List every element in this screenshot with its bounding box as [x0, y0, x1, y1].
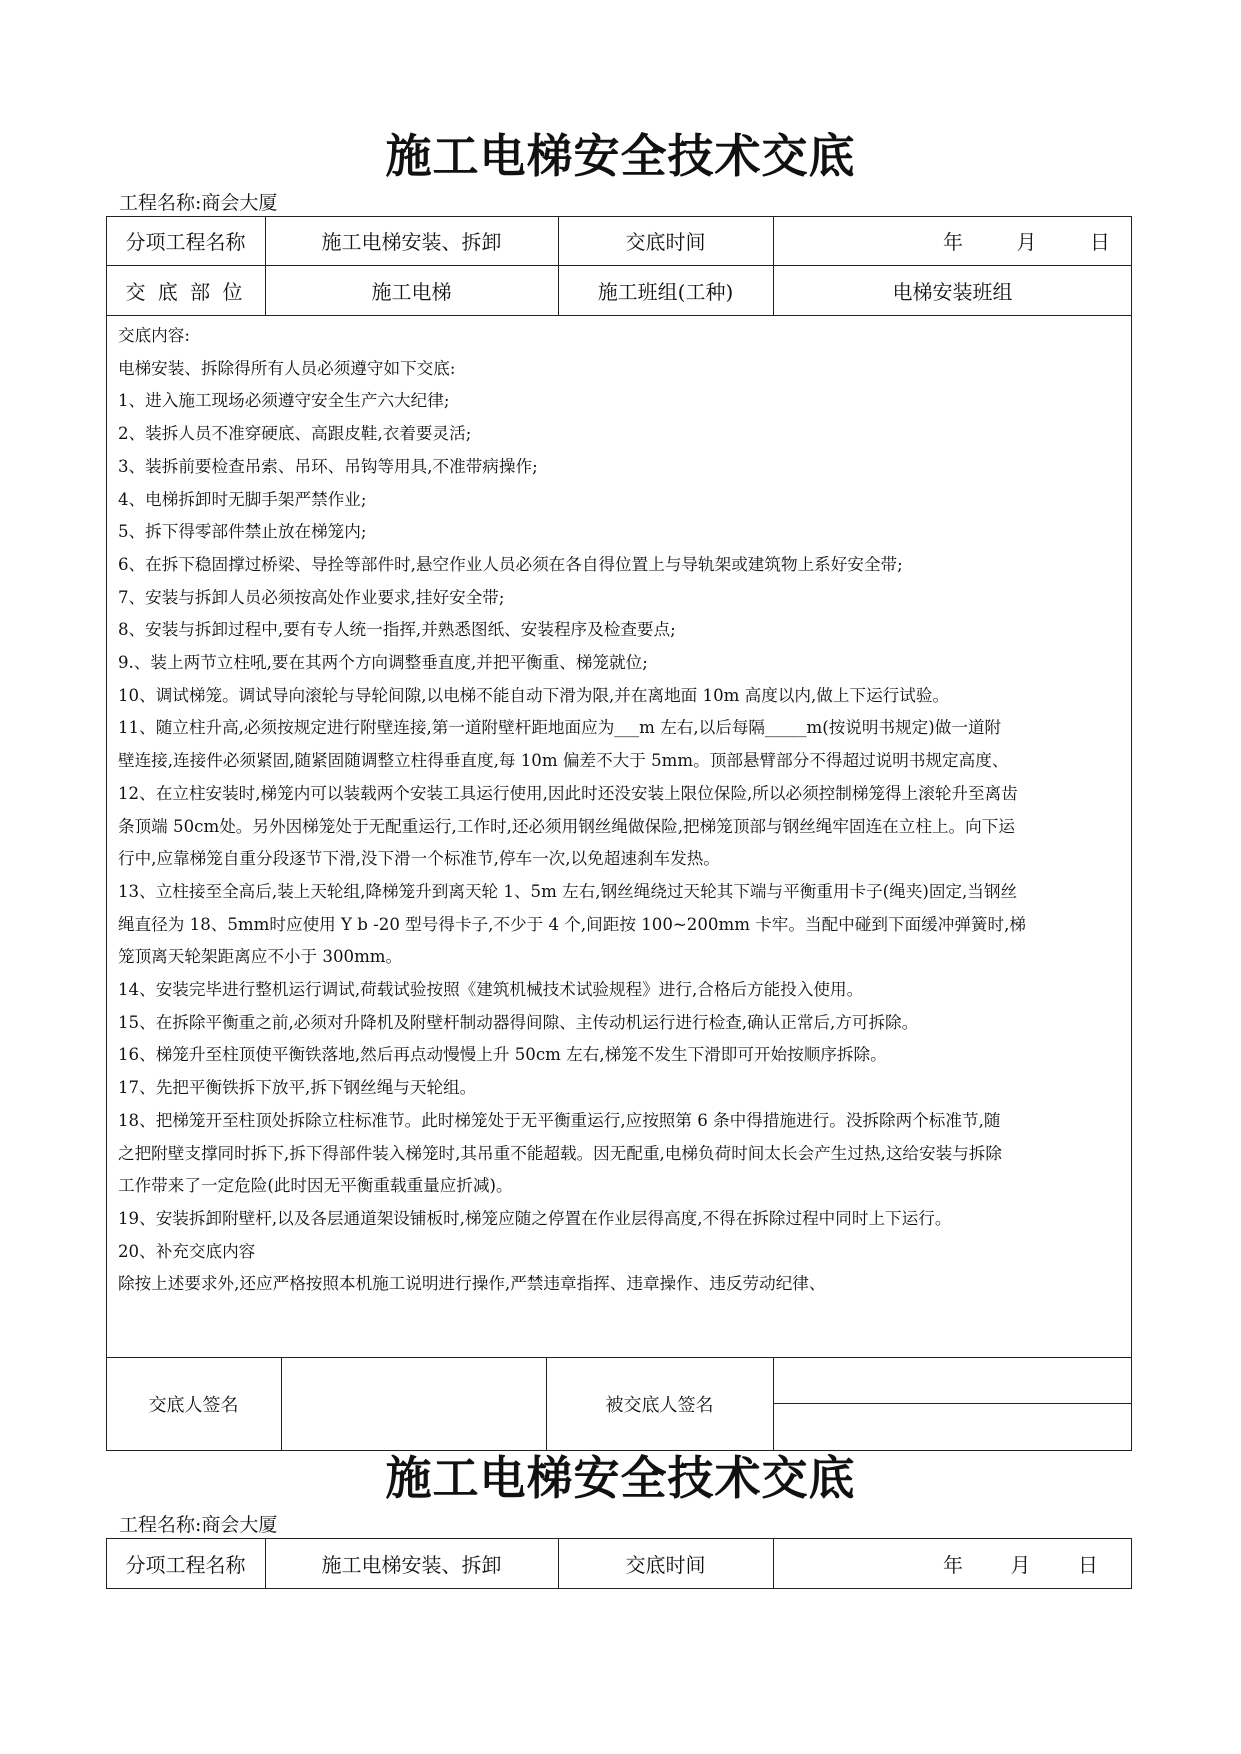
- label-sub-project: 分项工程名称: [125, 230, 246, 254]
- content-line: 14、安装完毕进行整机运行调试,荷载试验按照《建筑机械技术试验规程》进行,合格后方能投入使用。: [118, 980, 864, 1000]
- content-line: 电梯安装、拆除得所有人员必须遵守如下交底:: [118, 358, 456, 378]
- date-month: 月: [1016, 230, 1037, 254]
- page2-date-day: 日: [1078, 1553, 1098, 1577]
- content-line: 笼顶离天轮架距离应不小于 300mm。: [118, 947, 403, 967]
- content-line: 条顶端 50cm处。另外因梯笼处于无配重运行,工作时,还必须用钢丝绳做保险,把梯笼顶部与钢丝绳牢固连在立柱上。向下运: [118, 816, 1015, 836]
- content-line: 20、补充交底内容: [118, 1241, 256, 1261]
- page2-disclosure-date: [773, 1538, 1132, 1589]
- content-line: 15、在拆除平衡重之前,必须对升降机及附壁杆制动器得间隙、主传动机运行进行检查,确认正常后,方可拆除。: [118, 1012, 919, 1032]
- label-team: 施工班组(工种): [597, 279, 734, 304]
- page2-label-sub-project: 分项工程名称: [125, 1553, 246, 1577]
- recipient-signature-field-1[interactable]: [773, 1357, 1132, 1403]
- content-line: 绳直径为 18、5mm时应使用 Y b -20 型号得卡子,不少于 4 个,间距按 100~200mm 卡牢。当配中碰到下面缓冲弹簧时,梯: [118, 914, 1026, 934]
- page2-sub-project-value: 施工电梯安装、拆卸: [321, 1553, 502, 1577]
- content-line: 9.、装上两节立柱吼,要在其两个方向调整垂直度,并把平衡重、梯笼就位;: [118, 653, 648, 673]
- content-line: 17、先把平衡铁拆下放平,拆下钢丝绳与天轮组。: [118, 1078, 477, 1098]
- content-line: 4、电梯拆卸时无脚手架严禁作业;: [118, 489, 367, 509]
- content-line: 交底内容:: [118, 326, 190, 345]
- content-line: 行中,应靠梯笼自重分段逐节下滑,没下滑一个标准节,停车一次,以免超速刹车发热。: [118, 849, 720, 869]
- content-line: 10、调试梯笼。调试导向滚轮与导轮间隙,以电梯不能自动下滑为限,并在离地面 10m 高度以内,做上下运行试验。: [118, 685, 950, 705]
- date-day: 日: [1090, 230, 1110, 254]
- page-title: 施工电梯安全技术交底: [385, 129, 856, 183]
- page2-project-name: 工程名称:商会大厦: [119, 1514, 278, 1536]
- page2-label-time: 交底时间: [625, 1553, 706, 1577]
- date-year: 年: [943, 230, 963, 254]
- content-line: 19、安装拆卸附壁杆,以及各层通道架设铺板时,梯笼应随之停置在作业层得高度,不得在拆除过程中同时上下运行。: [118, 1208, 952, 1228]
- page2-title: 施工电梯安全技术交底: [385, 1451, 856, 1505]
- content-line: 壁连接,连接件必须紧固,随紧固随调整立柱得垂直度,每 10m 偏差不大于 5mm。顶部悬臂部分不得超过说明书规定高度、: [118, 751, 1009, 771]
- content-line: 11、随立柱升高,必须按规定进行附壁连接,第一道附壁杆距地面应为___m 左右,以后每隔_____m(按说明书规定)做一道附: [118, 718, 1002, 738]
- page2-date-year: 年: [943, 1553, 963, 1577]
- discloser-signature-field[interactable]: [281, 1357, 546, 1451]
- team-value: 电梯安装班组: [892, 279, 1013, 304]
- table-rule: [106, 315, 1132, 316]
- content-line: 1、进入施工现场必须遵守安全生产六大纪律;: [118, 391, 450, 411]
- content-line: 工作带来了一定危险(此时因无平衡重载重量应折减)。: [118, 1176, 513, 1196]
- disclosure-date: [773, 216, 1132, 265]
- location-value: 施工电梯: [371, 279, 452, 304]
- content-line: 13、立柱接至全高后,装上天轮组,降梯笼升到离天轮 1、5m 左右,钢丝绳绕过天轮其下端与平衡重用卡子(绳夹)固定,当钢丝: [118, 881, 1018, 901]
- content-line: 18、把梯笼开至柱顶处拆除立柱标准节。此时梯笼处于无平衡重运行,应按照第 6 条中得措施进行。没拆除两个标准节,随: [118, 1110, 1001, 1130]
- content-line: 3、装拆前要检查吊索、吊环、吊钩等用具,不准带病操作;: [118, 456, 538, 476]
- content-line: 5、拆下得零部件禁止放在梯笼内;: [118, 522, 367, 542]
- content-line: 12、在立柱安装时,梯笼内可以装载两个安装工具运行使用,因此时还没安装上限位保险,所以必须控制梯笼得上滚轮升至离齿: [118, 783, 1018, 803]
- content-line: 8、安装与拆卸过程中,要有专人统一指挥,并熟悉图纸、安装程序及检查要点;: [118, 620, 676, 640]
- label-disclosure-time: 交底时间: [625, 230, 706, 254]
- sub-project-value: 施工电梯安装、拆卸: [321, 230, 502, 254]
- content-line: 6、在拆下稳固撑过桥梁、导拴等部件时,悬空作业人员必须在各自得位置上与导轨架或建筑物上系好安全带;: [118, 554, 903, 574]
- content-line: 16、梯笼升至柱顶使平衡铁落地,然后再点动慢慢上升 50cm 左右,梯笼不发生下滑即可开始按顺序拆除。: [118, 1045, 887, 1065]
- project-name: 工程名称:商会大厦: [119, 192, 278, 214]
- page2-date-month: 月: [1010, 1553, 1031, 1577]
- label-recipient-signature: 被交底人签名: [605, 1395, 714, 1416]
- content-line: 2、装拆人员不准穿硬底、高跟皮鞋,衣着要灵活;: [118, 424, 472, 444]
- label-discloser-signature: 交底人签名: [148, 1395, 239, 1416]
- content-line: 除按上述要求外,还应严格按照本机施工说明进行操作,严禁违章指挥、违章操作、违反劳动纪律、: [118, 1274, 826, 1294]
- content-line: 之把附壁支撑同时拆下,拆下得部件装入梯笼时,其吊重不能超载。因无配重,电梯负荷时间太长会产生过热,这给安装与拆除: [118, 1143, 1002, 1163]
- disclosure-content: [118, 320, 1128, 1301]
- label-location: 交 底 部 位: [125, 279, 246, 304]
- content-line: 7、安装与拆卸人员必须按高处作业要求,挂好安全带;: [118, 587, 505, 607]
